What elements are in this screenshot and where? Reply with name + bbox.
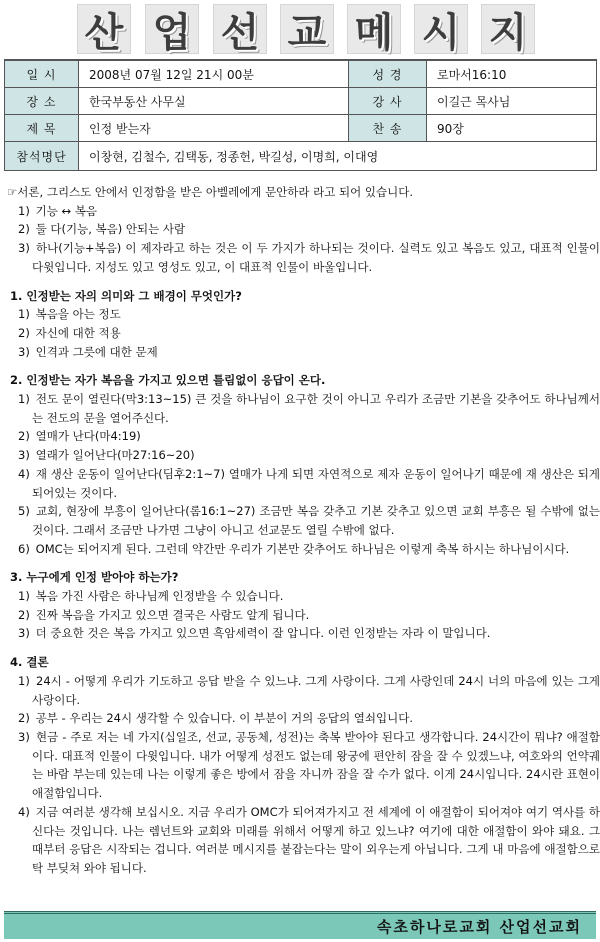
intro-paragraph: ☞서론, 그리스도 안에서 인정함을 받은 아벨레에게 문안하라 라고 되어 있습니다. — [7, 185, 414, 199]
section-heading: 2. 인정받는 자가 복음을 가지고 있으면 틀림없이 응답이 온다. — [10, 373, 326, 388]
list-item: 1) 24시 - 어떻게 우리가 기도하고 응답 받을 수 있느냐. 그게 사랑이다. 그게 사랑인데 24시 너의 마음에 있는 그게 사랑이다. — [18, 673, 600, 707]
date-value: 2008년 07월 12일 21시 00분 — [79, 60, 349, 88]
info-row-attendees — [5, 142, 597, 171]
sermon-title-label: 제 목 — [5, 115, 79, 142]
list-item: 3) 하나(기능+복음) 이 제자라고 하는 것은 이 두 가지가 하나되는 것이다. 실력도 있고 복음도 있고, 대표적 인물이 다윗입니다. 지성도 있고 영성도 있고, 이 대표적 인물이 바울입니다. — [18, 241, 600, 274]
list-item: 4) 지금 여러분 생각해 보십시오. 지금 우리가 OMC가 되어져가지고 전 세계에 이 애절함이 되어져야 여기 역사를 하신다는 것입니다. 나는 렘넌트와 교회와 미래를 위해서 어떻게 하고 있느냐? 여기에 대한 애절함이 와야 돼요. 그 때부터 응답은 시작되는 겁니다. 여러분 메시지를 붙잡는다는 말이 외우는게 아닙니다. 그게 내 마음에 애절함으로 탁 부딪쳐 와야 됩니다. — [18, 804, 600, 875]
info-row-title — [5, 115, 597, 142]
info-row-date — [5, 60, 597, 88]
list-item: 2) 진짜 복음을 가지고 있으면 결국은 사람도 알게 됩니다. — [18, 607, 310, 622]
section-heading: 1. 인정받는 자의 의미와 그 배경이 무엇인가? — [10, 288, 242, 303]
title-char-6: 시 — [414, 4, 468, 54]
info-table — [4, 59, 597, 171]
list-item: 5) 교회, 현장에 부흥이 일어난다(롬16:1~27) 조금만 복음 갖추고 기본 갖추고 있으면 교회 부흥은 될 수밖에 없는 것이다. 그래서 조금만 나가면 그냥이 아니고 선교문도 열릴 수밖에 없다. — [18, 504, 600, 537]
list-item: 4) 재 생산 운동이 일어난다(딤후2:1~7) 열매가 나게 되면 자연적으로 제자 운동이 일어나기 때문에 재 생산은 되게 되어있는 것이다. — [18, 466, 600, 500]
title-char-7: 지 — [481, 4, 535, 54]
date-label: 일 시 — [5, 60, 79, 88]
list-item: 2) 둘 다(기능, 복음) 안되는 사람 — [18, 222, 186, 237]
list-item: 3) 열래가 일어난다(마27:16~20) — [18, 448, 195, 463]
sermon-title-value: 인정 받는자 — [79, 115, 349, 142]
list-item: 2) 자신에 대한 적용 — [18, 325, 121, 340]
title-char-3: 선 — [213, 4, 267, 54]
intro-list — [0, 202, 600, 277]
title-char-5: 메 — [347, 4, 401, 54]
place-label: 장 소 — [5, 88, 79, 115]
hymn-label: 찬 송 — [349, 115, 427, 142]
list-item: 6) OMC는 되어지게 된다. 그런데 약간만 우리가 기본만 갖추어도 하나님은 이렇게 축복 하시는 하나님이시다. — [18, 541, 570, 556]
sermon-body — [0, 183, 600, 878]
list-item: 3) 현금 - 주로 저는 네 가지(십일조, 선교, 공동체, 성전)는 축복 받아야 된다고 생각합니다. 24시간이 뭐냐? 애절함이다. 대표적 인물이 다윗입니다. 내가 어떻게 성전도 없는데 왕궁에 편안히 잠을 잘 수 있겠느냐, 여호와의 언약궤는 바람 부는데 있는데 나는 이렇게 좋은 방에서 잠을 자니까 잠을 잘 수가 없다. 이게 24시입니다. 24시란 표현이 애절함입니다. — [18, 729, 600, 801]
hymn-value: 90장 — [427, 115, 597, 142]
passage-value: 로마서16:10 — [427, 60, 597, 88]
footer-organization: 속초하나로교회 산업선교회 — [4, 911, 596, 939]
list-item: 1) 기능 ↔ 복음 — [18, 203, 98, 218]
attendees-label: 참석명단 — [5, 142, 79, 171]
info-row-place — [5, 88, 597, 115]
speaker-label: 강 사 — [349, 88, 427, 115]
list-item: 3) 인격과 그릇에 대한 문제 — [18, 344, 158, 359]
place-value: 한국부동산 사무실 — [79, 88, 349, 115]
list-item: 1) 복음 가진 사람은 하나님께 인정받을 수 있습니다. — [18, 589, 284, 604]
list-item: 2) 열매가 난다(마4:19) — [18, 429, 141, 444]
title-banner — [0, 4, 600, 56]
attendees-value: 이창현, 김철수, 김택동, 정종헌, 박길성, 이명희, 이대영 — [79, 142, 597, 171]
list-item: 3) 더 중요한 것은 복음 가지고 있으면 흑암세력이 잘 압니다. 이런 인정받는 자라 이 말입니다. — [18, 626, 491, 641]
speaker-value: 이길근 목사님 — [427, 88, 597, 115]
section-heading: 4. 결론 — [10, 655, 49, 670]
section-heading: 3. 누구에게 인정 받아야 하는가? — [10, 570, 179, 585]
title-char-4: 교 — [280, 4, 334, 54]
title-char-2: 업 — [145, 4, 199, 54]
title-char-1: 산 — [77, 4, 131, 54]
passage-label: 성 경 — [349, 60, 427, 88]
list-item: 2) 공부 - 우리는 24시 생각할 수 있습니다. 이 부분이 거의 응답의 열쇠입니다. — [18, 711, 414, 726]
list-item: 1) 복음을 아는 정도 — [18, 307, 121, 322]
list-item: 1) 전도 문이 열린다(막3:13~15) 큰 것을 하나님이 요구한 것이 아니고 우리가 조금만 기본을 갖추어도 하나님께서는 전도의 문을 열어주신다. — [18, 392, 600, 425]
